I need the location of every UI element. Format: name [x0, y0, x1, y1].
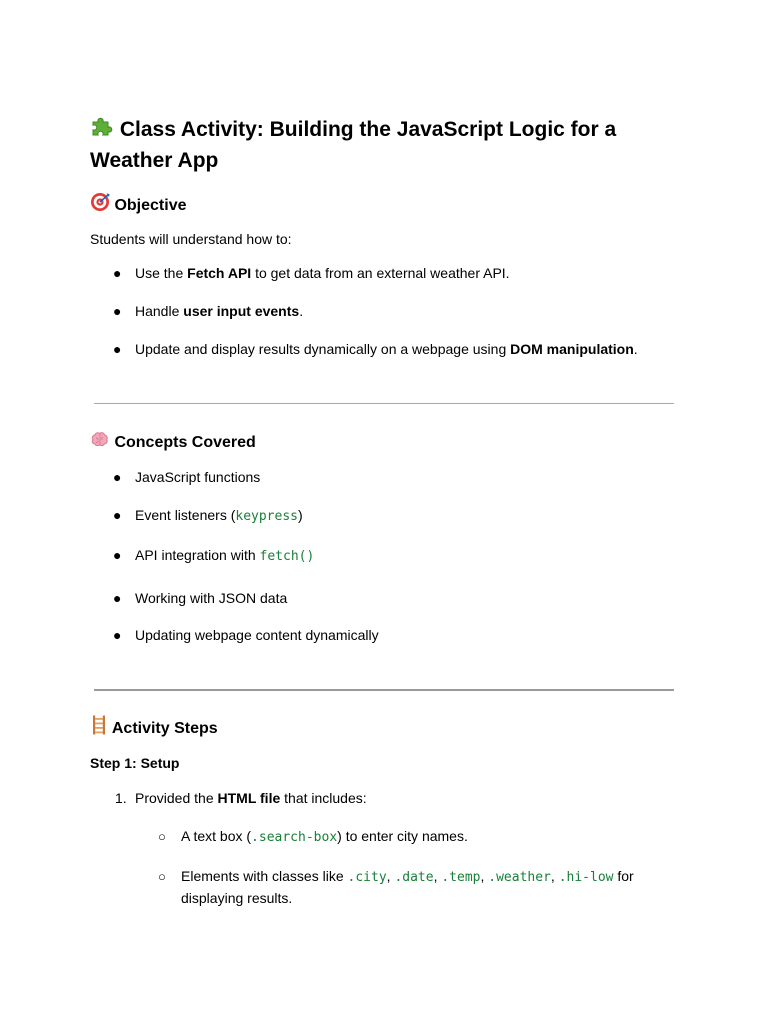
bullet-marker: ● — [113, 265, 122, 281]
bullet-marker: ● — [113, 303, 122, 319]
puzzle-piece-icon — [90, 114, 114, 146]
bullet-marker: ● — [113, 507, 122, 523]
sub-bullet-marker: ○ — [158, 829, 166, 844]
list-item: Updating webpage content dynamically — [135, 627, 379, 643]
list-item: Handle user input events. — [135, 303, 304, 319]
brain-icon — [90, 429, 110, 454]
sub-bullet-marker: ○ — [158, 869, 166, 884]
section-heading-concepts — [90, 429, 256, 454]
sub-list-item: Elements with classes like .city, .date, .temp, .weather, .hi-low for displaying results. — [181, 868, 634, 906]
list-number: 1. — [115, 790, 127, 806]
page-title — [90, 114, 690, 175]
section-heading-text: Concepts Covered — [114, 434, 256, 451]
sub-list-item: A text box (.search-box) to enter city names. — [181, 828, 468, 845]
direct-hit-target-icon — [90, 192, 110, 217]
bullet-marker: ● — [113, 341, 122, 357]
list-item: Use the Fetch API to get data from an external weather API. — [135, 265, 510, 281]
section-heading-steps — [90, 715, 218, 740]
horizontal-divider — [94, 403, 674, 404]
section-heading-text: Activity Steps — [111, 720, 218, 737]
list-item: API integration with fetch() — [135, 547, 315, 564]
ladder-icon — [90, 715, 108, 740]
objective-intro: Students will understand how to: — [90, 231, 292, 247]
page-title-text: Class Activity: Building the JavaScript Logic for a Weather App — [90, 118, 617, 172]
list-item: Provided the HTML file that includes: — [135, 790, 367, 806]
bullet-marker: ● — [113, 590, 122, 606]
section-heading-text: Objective — [114, 197, 187, 214]
list-item: Working with JSON data — [135, 590, 288, 606]
bullet-marker: ● — [113, 547, 122, 563]
list-item: Update and display results dynamically on a webpage using DOM manipulation. — [135, 341, 638, 357]
bullet-marker: ● — [113, 627, 122, 643]
horizontal-divider — [94, 689, 674, 691]
list-item: JavaScript functions — [135, 469, 261, 485]
list-item: Event listeners (keypress) — [135, 507, 303, 524]
section-heading-objective — [90, 192, 186, 217]
bullet-marker: ● — [113, 469, 122, 485]
step-title: Step 1: Setup — [90, 755, 180, 771]
